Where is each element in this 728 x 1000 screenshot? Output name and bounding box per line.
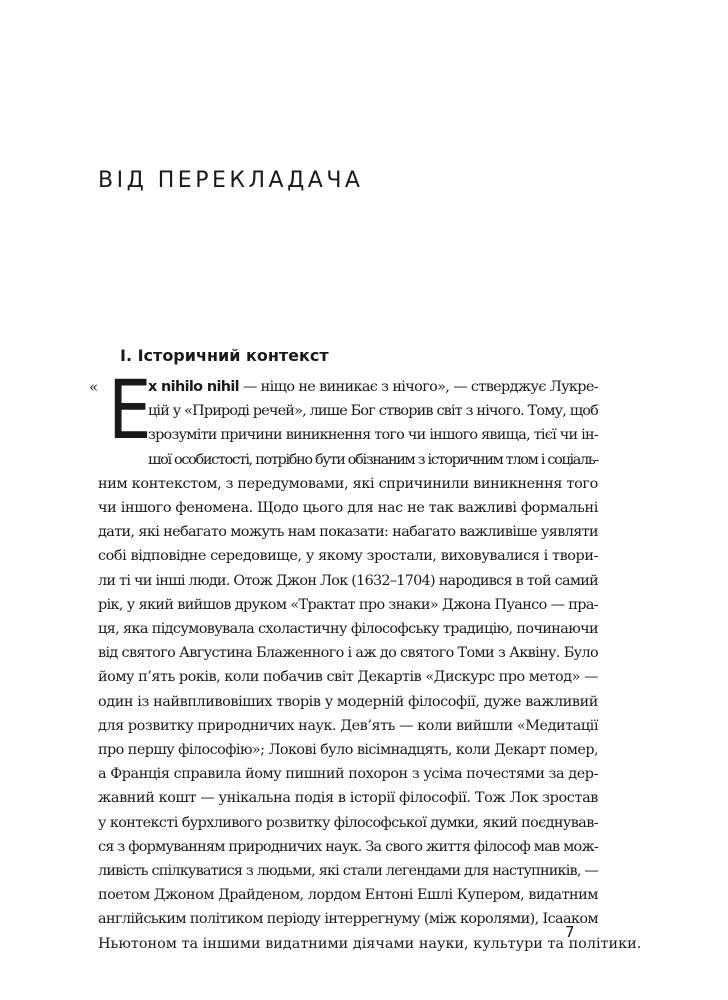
text-line: зрозуміти причини виникнення того чи іншого явища, тієї чи ін- (148, 427, 598, 444)
text-line: собі відповідне середовище, у якому зростали, виховувалися і твори- (98, 548, 599, 565)
page-number: 7 (565, 923, 575, 941)
text-line: рік, у який вийшов друком «Трактат про знаки» Джона Пуансо — пра- (98, 596, 598, 613)
text-line-rest: — ніщо не виникає з нічого», — стверджує Лукре- (238, 379, 598, 395)
text-line: англійським політиком періоду інтеррегнуму (між королями), Ісааком (98, 911, 598, 928)
text-line: один із найвпливовіших творів у модерній філософії, дуже важливий (98, 693, 598, 710)
text-line: а Франція справила йому пишний похорон з усіма почестями за дер- (98, 766, 598, 783)
chapter-title: ВІД ПЕРЕКЛАДАЧА (98, 168, 364, 193)
latin-phrase: x nihilo nihil (148, 379, 239, 395)
text-line: про першу філософію»; Локові було вісімнадцять, коли Декарт помер, (98, 742, 598, 759)
text-line: дати, які небагато можуть нам показати: набагато важливіше уявляти (98, 524, 598, 541)
text-line: чи іншого феномена. Щодо цього для нас не так важливі формальні (98, 500, 598, 517)
text-line: цій у «Природі речей», лише Бог створив світ з нічого. Тому, щоб (148, 403, 598, 420)
text-line: ливість спілкуватися з людьми, які стали легендами для наступників, — (98, 863, 598, 880)
text-line: ся з формуванням природничих наук. За свого життя філософ мав мож- (98, 838, 598, 855)
section-heading: I. Історичний контекст (120, 346, 329, 365)
text-line (98, 375, 598, 399)
body-paragraph (98, 375, 642, 956)
text-line: йому п’ять років, коли побачив світ Декартів «Дискурс про метод» — (98, 669, 598, 686)
text-line: ли ті чи інші люди. Отож Джон Лок (1632–1704) народився в той самий (98, 572, 598, 589)
text-line: ним контекстом, з передумовами, які спричинили виникнення того (98, 475, 598, 492)
text-line: ця, яка підсумовувала схоластичну філософську традицію, починаючи (98, 621, 598, 638)
text-line: шої особистості, потрібно бути обізнаним з історичним тлом і соціаль- (148, 451, 598, 468)
opening-quote: « (89, 378, 99, 396)
text-line: поетом Джоном Драйденом, лордом Ентоні Ешлі Купером, видатним (98, 887, 598, 904)
drop-cap: Е (108, 364, 152, 458)
text-line: для розвитку природничих наук. Дев’ять — коли вийшли «Медитації (98, 717, 598, 734)
text-line: від святого Августина Блаженного і аж до святого Томи з Аквіну. Було (98, 645, 598, 662)
text-line: жавний кошт — унікальна подія в історії філософії. Тож Лок зростав (98, 790, 598, 807)
text-line: у контексті бурхливого розвитку філософської думки, який поєднував- (98, 814, 598, 831)
text-line: Ньютоном та іншими видатними діячами науки, культури та політики. (98, 935, 642, 952)
